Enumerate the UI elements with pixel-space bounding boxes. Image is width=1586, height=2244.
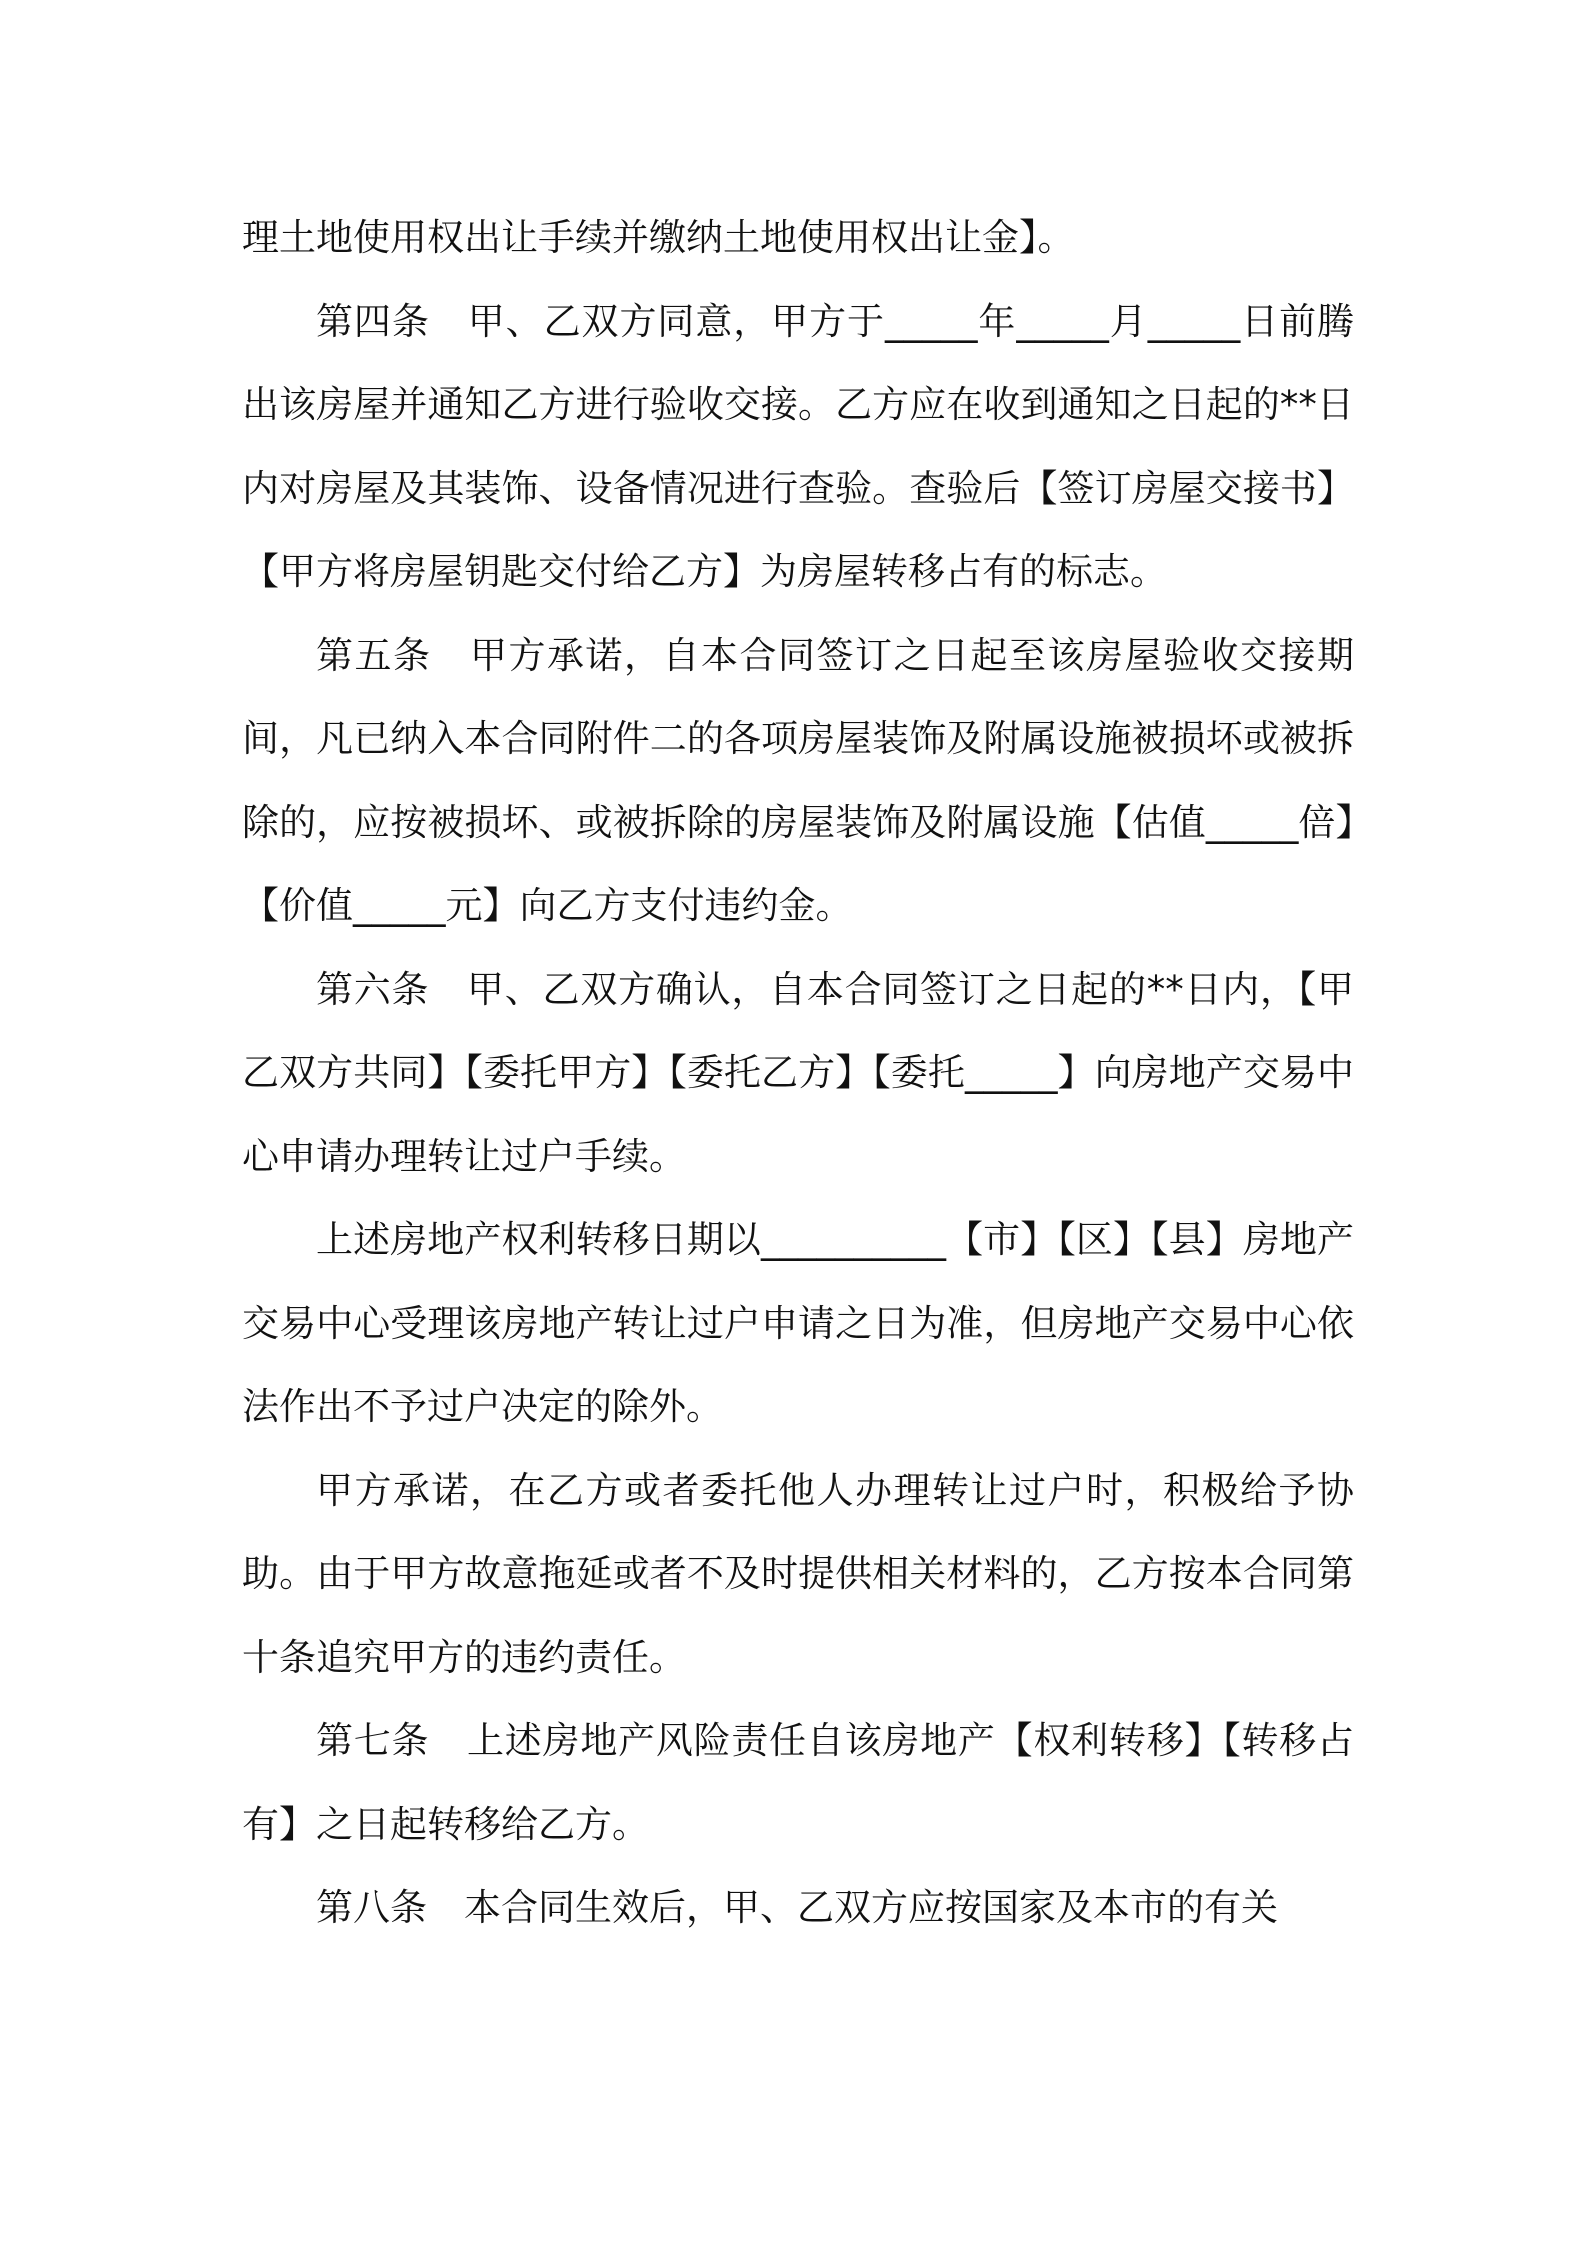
paragraph-article-4: 第四条 甲、乙双方同意，甲方于_____年_____月_____日前腾出该房屋并通知乙方进行验收交接。乙方应在收到通知之日起的**日内对房屋及其装饰、设备情况进行查验。查验后【签订房屋交接书】【甲方将房屋钥匙交付给乙方】为房屋转移占有的标志。 — [242, 299, 1354, 593]
paragraph-transfer-date: 上述房地产权利转移日期以__________【市】【区】【县】房地产交易中心受理该房地产转让过户申请之日为准，但房地产交易中心依法作出不予过户决定的除外。 — [242, 1218, 1354, 1428]
document-body — [242, 196, 1354, 1950]
paragraph-article-7: 第七条 上述房地产风险责任自该房地产【权利转移】【转移占有】之日起转移给乙方。 — [242, 1719, 1354, 1846]
paragraph-article-6: 第六条 甲、乙双方确认，自本合同签订之日起的**日内，【甲乙双方共同】【委托甲方】【委托乙方】【委托_____】向房地产交易中心申请办理转让过户手续。 — [242, 967, 1354, 1178]
paragraph-article-5: 第五条 甲方承诺，自本合同签订之日起至该房屋验收交接期间，凡已纳入本合同附件二的各项房屋装饰及附属设施被损坏或被拆除的，应按被损坏、或被拆除的房屋装饰及附属设施【估值_____倍】【价值_____元】向乙方支付违约金。 — [242, 633, 1354, 927]
paragraph-party-a-promise: 甲方承诺，在乙方或者委托他人办理转让过户时，积极给予协助。由于甲方故意拖延或者不及时提供相关材料的，乙方按本合同第十条追究甲方的违约责任。 — [242, 1468, 1354, 1679]
paragraph-continuation: 理土地使用权出让手续并缴纳土地使用权出让金】。 — [242, 216, 1075, 259]
paragraph-article-8: 第八条 本合同生效后，甲、乙双方应按国家及本市的有关 — [316, 1886, 1278, 1929]
